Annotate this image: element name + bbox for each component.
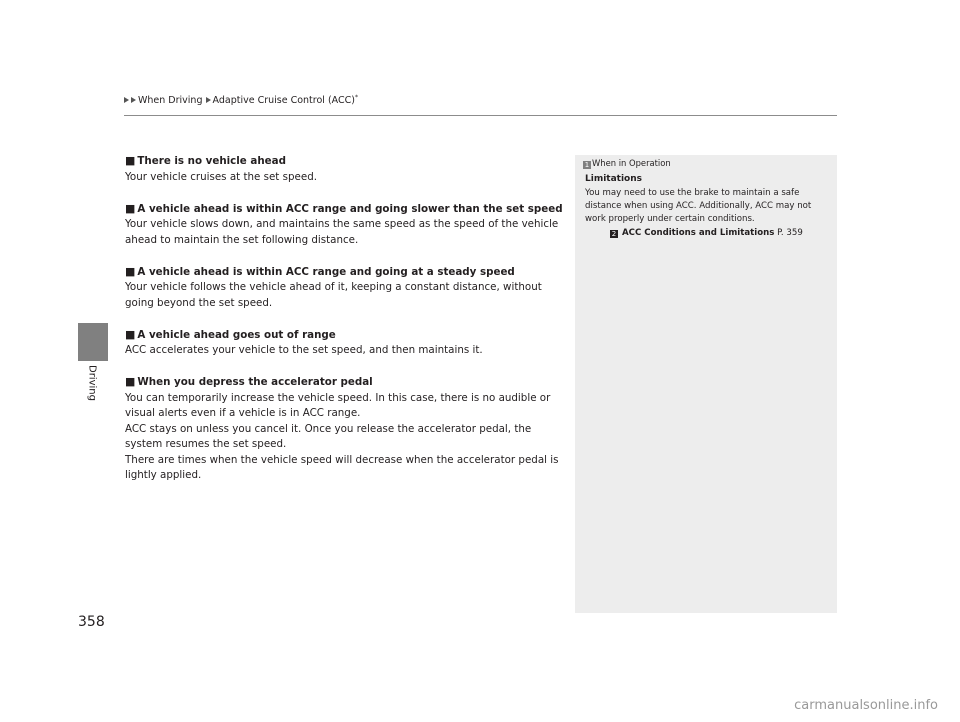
square-bullet-icon: ■ — [125, 201, 136, 215]
triangle-right-icon — [131, 97, 136, 103]
section-block — [125, 201, 565, 249]
square-bullet-icon: ■ — [125, 264, 136, 278]
reference-arrow-icon: 2 — [611, 230, 617, 238]
section-text: Your vehicle cruises at the set speed. — [125, 170, 318, 183]
chapter-tab[interactable] — [78, 323, 108, 361]
main-content — [125, 153, 565, 499]
section-heading: ■ A vehicle ahead is within ACC range and going slower than the set speed — [125, 201, 563, 215]
asterisk-mark: * — [354, 94, 358, 101]
section-text: You can temporarily increase the vehicle speed. In this case, there is no audible or visual alerts even if a vehicle is in ACC range. — [125, 391, 551, 419]
breadcrumb-level2[interactable]: Adaptive Cruise Control (ACC) — [212, 95, 355, 106]
section-text: Your vehicle slows down, and maintains the same speed as the speed of the vehicle ahead to maintain the set following distance. — [125, 218, 559, 246]
xref-title[interactable]: ACC Conditions and Limitations — [622, 228, 775, 238]
section-block — [125, 153, 565, 185]
section-heading: ■ A vehicle ahead is within ACC range and going at a steady speed — [125, 264, 515, 278]
page-number: 358 — [78, 614, 105, 630]
section-heading: ■ A vehicle ahead goes out of range — [125, 327, 336, 341]
section-text: ACC stays on unless you cancel it. Once you release the accelerator pedal, the system resumes the set speed. — [125, 422, 532, 450]
breadcrumb — [124, 94, 358, 106]
notes-sidebar — [575, 155, 837, 613]
section-text: There are times when the vehicle speed will decrease when the accelerator pedal is lightly applied. — [125, 453, 559, 481]
xref-page[interactable]: P. 359 — [777, 228, 803, 238]
note-body: You may need to use the brake to maintain a safe distance when using ACC. Additionally, ACC may not work properly under certain conditions. — [585, 188, 812, 224]
cross-reference-link[interactable] — [610, 228, 803, 238]
note-title: 1 When in Operation — [584, 158, 671, 169]
section-block — [125, 327, 565, 359]
note-number-badge: 1 — [584, 161, 590, 169]
triangle-right-icon — [206, 97, 211, 103]
section-text: ACC accelerates your vehicle to the set speed, and then maintains it. — [125, 344, 483, 356]
header-divider — [124, 115, 837, 116]
breadcrumb-level1[interactable]: When Driving — [138, 95, 203, 106]
square-bullet-icon: ■ — [125, 375, 136, 388]
section-heading: ■ There is no vehicle ahead — [125, 154, 286, 167]
square-bullet-icon: ■ — [125, 327, 136, 341]
square-bullet-icon: ■ — [125, 154, 136, 167]
triangle-right-icon — [124, 97, 129, 103]
section-block — [125, 374, 565, 484]
watermark: carmanualsonline.info — [794, 698, 938, 713]
section-heading: ■ When you depress the accelerator pedal — [125, 375, 373, 388]
note-subheading: Limitations — [585, 174, 642, 184]
chapter-label: Driving — [86, 365, 98, 401]
section-block — [125, 264, 565, 312]
section-text: Your vehicle follows the vehicle ahead of it, keeping a constant distance, without going beyond the set speed. — [125, 281, 542, 309]
